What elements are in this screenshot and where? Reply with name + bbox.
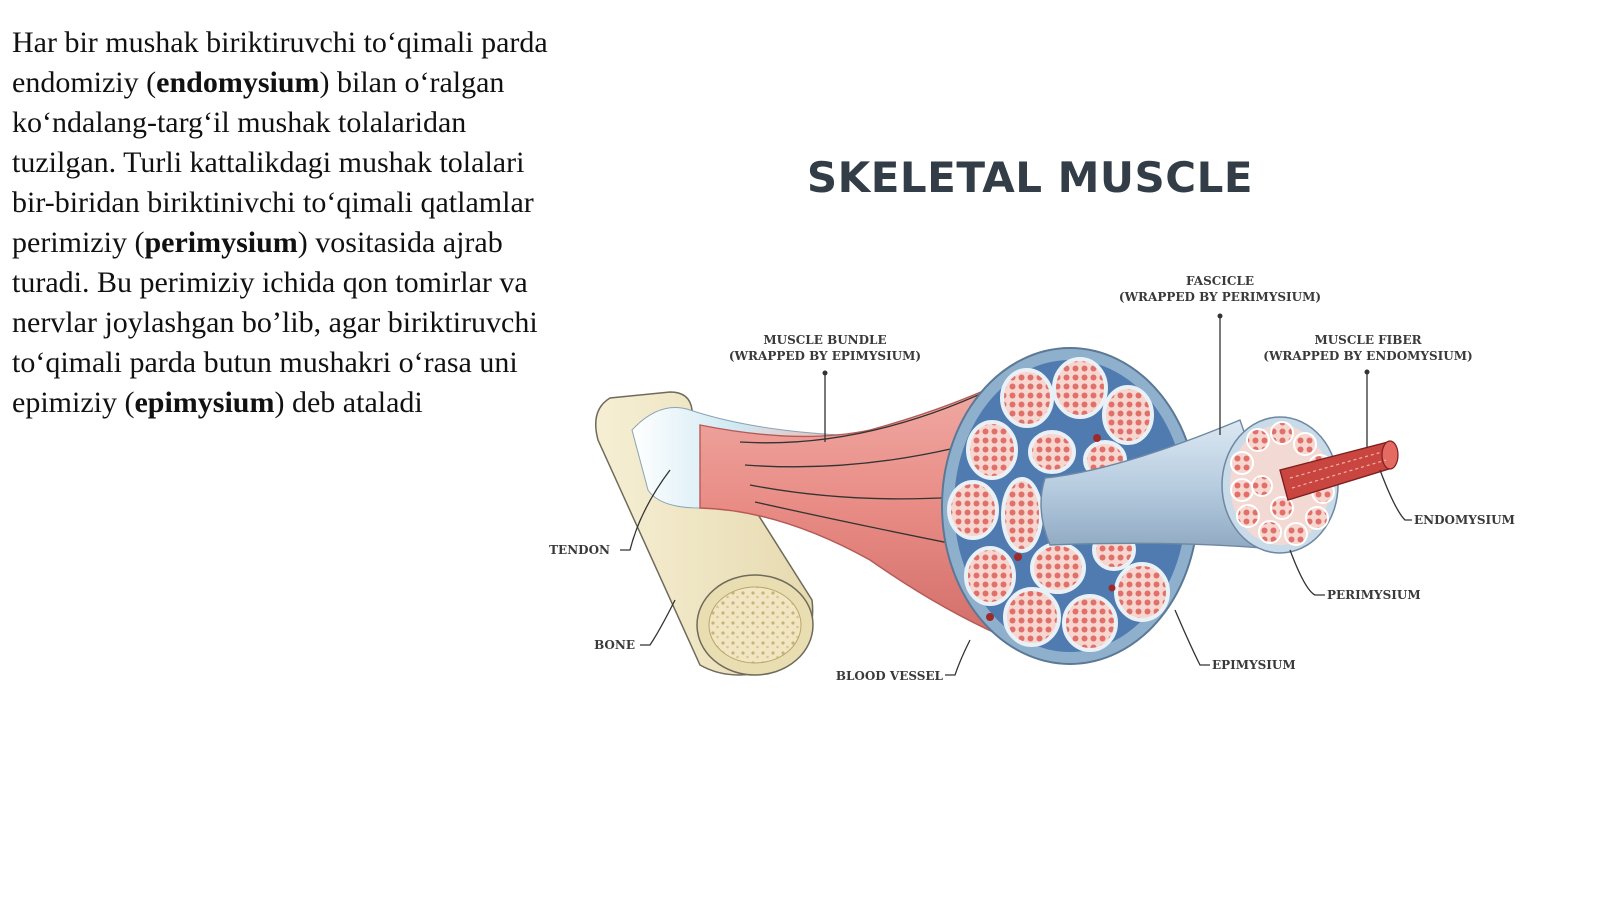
body-text	[12, 23, 572, 423]
label-tendon: TENDON	[549, 543, 610, 557]
text-part: ) bilan o‘ralgan ko‘ndalang-targ‘il mushak tolalaridan tuzilgan. Turli kattalikdagi mushak tolalari bir-biridan biriktinivchi to‘qimali qatlamlar perimiziy (	[12, 66, 534, 259]
label-blood-vessel: BLOOD VESSEL	[835, 669, 943, 683]
label-epimysium: EPIMYSIUM	[1212, 658, 1296, 672]
label-muscle-bundle-sub: (WRAPPED BY EPIMYSIUM)	[728, 349, 922, 363]
label-muscle-fiber-sub: (WRAPPED BY ENDOMYSIUM)	[1263, 349, 1473, 363]
text-part: ) vositasida ajrab turadi. Bu perimiziy ichida qon tomirlar va nervlar joylashgan bo’lib, agar biriktiruvchi to‘qimali parda butun mushakri o‘rasa uni epimiziy (	[12, 226, 538, 419]
term-perimysium: perimysium	[144, 226, 298, 259]
skeletal-muscle-diagram	[540, 130, 1570, 730]
label-muscle-bundle: MUSCLE BUNDLE	[763, 333, 887, 347]
label-fascicle: FASCICLE	[1185, 274, 1255, 288]
text-part: Har bir mushak biriktiruvchi to‘qimali parda endomiziy (	[12, 26, 548, 99]
term-epimysium: epimysium	[134, 386, 275, 419]
label-fascicle-sub: (WRAPPED BY PERIMYSIUM)	[1118, 290, 1322, 304]
label-endomysium: ENDOMYSIUM	[1414, 513, 1515, 527]
diagram-title: SKELETAL MUSCLE	[806, 153, 1254, 202]
label-muscle-fiber: MUSCLE FIBER	[1314, 333, 1422, 347]
term-endomysium: endomysium	[156, 66, 320, 99]
text-part: ) deb ataladi	[274, 386, 423, 419]
label-bone: BONE	[594, 638, 635, 652]
label-perimysium: PERIMYSIUM	[1327, 588, 1421, 602]
